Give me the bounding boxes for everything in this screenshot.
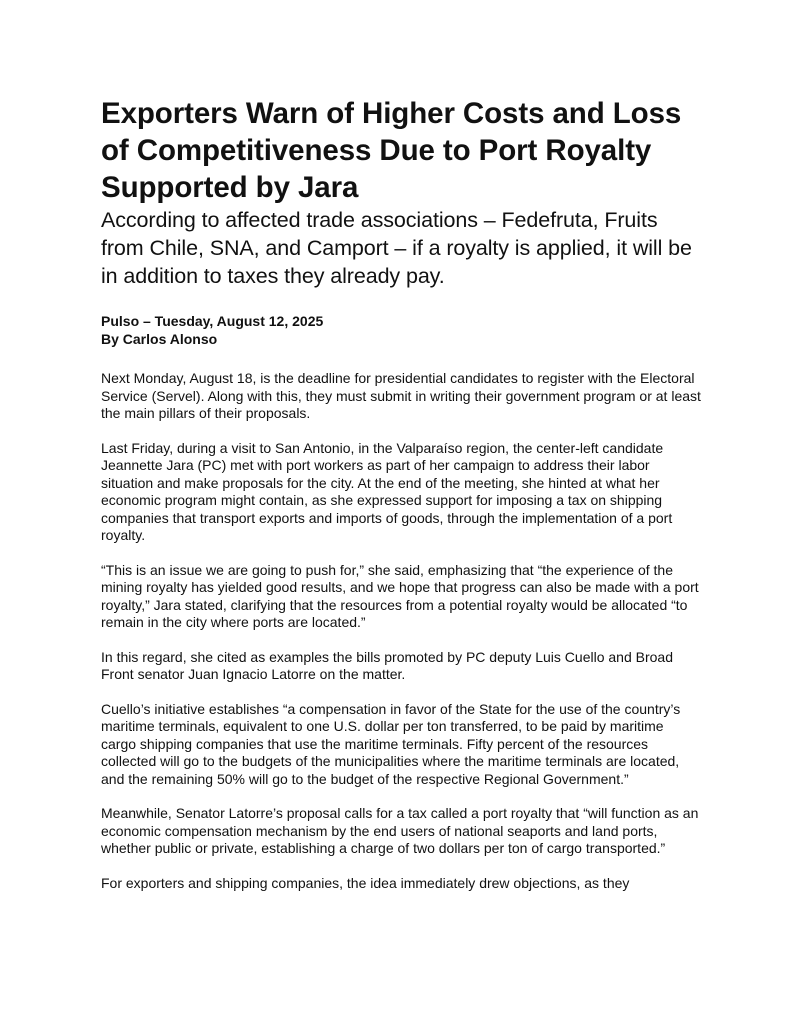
subheadline: According to affected trade associations – Fedefruta, Fruits from Chile, SNA, and Camport – if a royalty is applied, it will be in addition to taxes they already pay. xyxy=(101,208,692,288)
paragraph-1: Next Monday, August 18, is the deadline for presidential candidates to register with the Electoral Service (Servel). Along with this, they must submit in writing their government program or at least the main pillars of their proposals. xyxy=(101,370,701,421)
article-body xyxy=(101,370,701,892)
headline: Exporters Warn of Higher Costs and Loss of Competitiveness Due to Port Royalty Supported by Jara xyxy=(101,97,682,204)
paragraph-7: For exporters and shipping companies, the idea immediately drew objections, as they xyxy=(101,874,630,891)
paragraph-6: Meanwhile, Senator Latorre’s proposal calls for a tax called a port royalty that “will function as an economic compensation mechanism by the end users of national seaports and land ports, whether public or private, establishing a charge of two dollars per ton of cargo transported.” xyxy=(101,805,699,856)
author-byline: By Carlos Alonso xyxy=(101,331,218,347)
paragraph-3: “This is an issue we are going to push for,” she said, emphasizing that “the experience of the mining royalty has yielded good results, and we hope that progress can also be made with a port royalty,” Jara stated, clarifying that the resources from a potential royalty would be allocated “to remain in the city where ports are located.” xyxy=(101,561,699,630)
paragraph-4: In this regard, she cited as examples the bills promoted by PC deputy Luis Cuello and Broad Front senator Juan Ignacio Latorre on the matter. xyxy=(101,648,673,682)
paragraph-2: Last Friday, during a visit to San Antonio, in the Valparaíso region, the center-left candidate Jeannette Jara (PC) met with port workers as part of her campaign to address their labor situation and make proposals for the city. At the end of the meeting, she hinted at what her economic program might contain, as she expressed support for imposing a tax on shipping companies that transport exports and imports of goods, through the implementation of a port royalty. xyxy=(101,439,673,543)
article-page xyxy=(101,95,701,909)
byline-block xyxy=(101,312,701,348)
dateline: Pulso – Tuesday, August 12, 2025 xyxy=(101,313,324,329)
paragraph-5: Cuello’s initiative establishes “a compensation in favor of the State for the use of the country’s maritime terminals, equivalent to one U.S. dollar per ton transferred, to be paid by maritime cargo shipping companies that use the maritime terminals. Fifty percent of the resources collected will go to the budgets of the municipalities where the maritime terminals are located, and the remaining 50% will go to the budget of the respective Regional Government.” xyxy=(101,700,681,787)
